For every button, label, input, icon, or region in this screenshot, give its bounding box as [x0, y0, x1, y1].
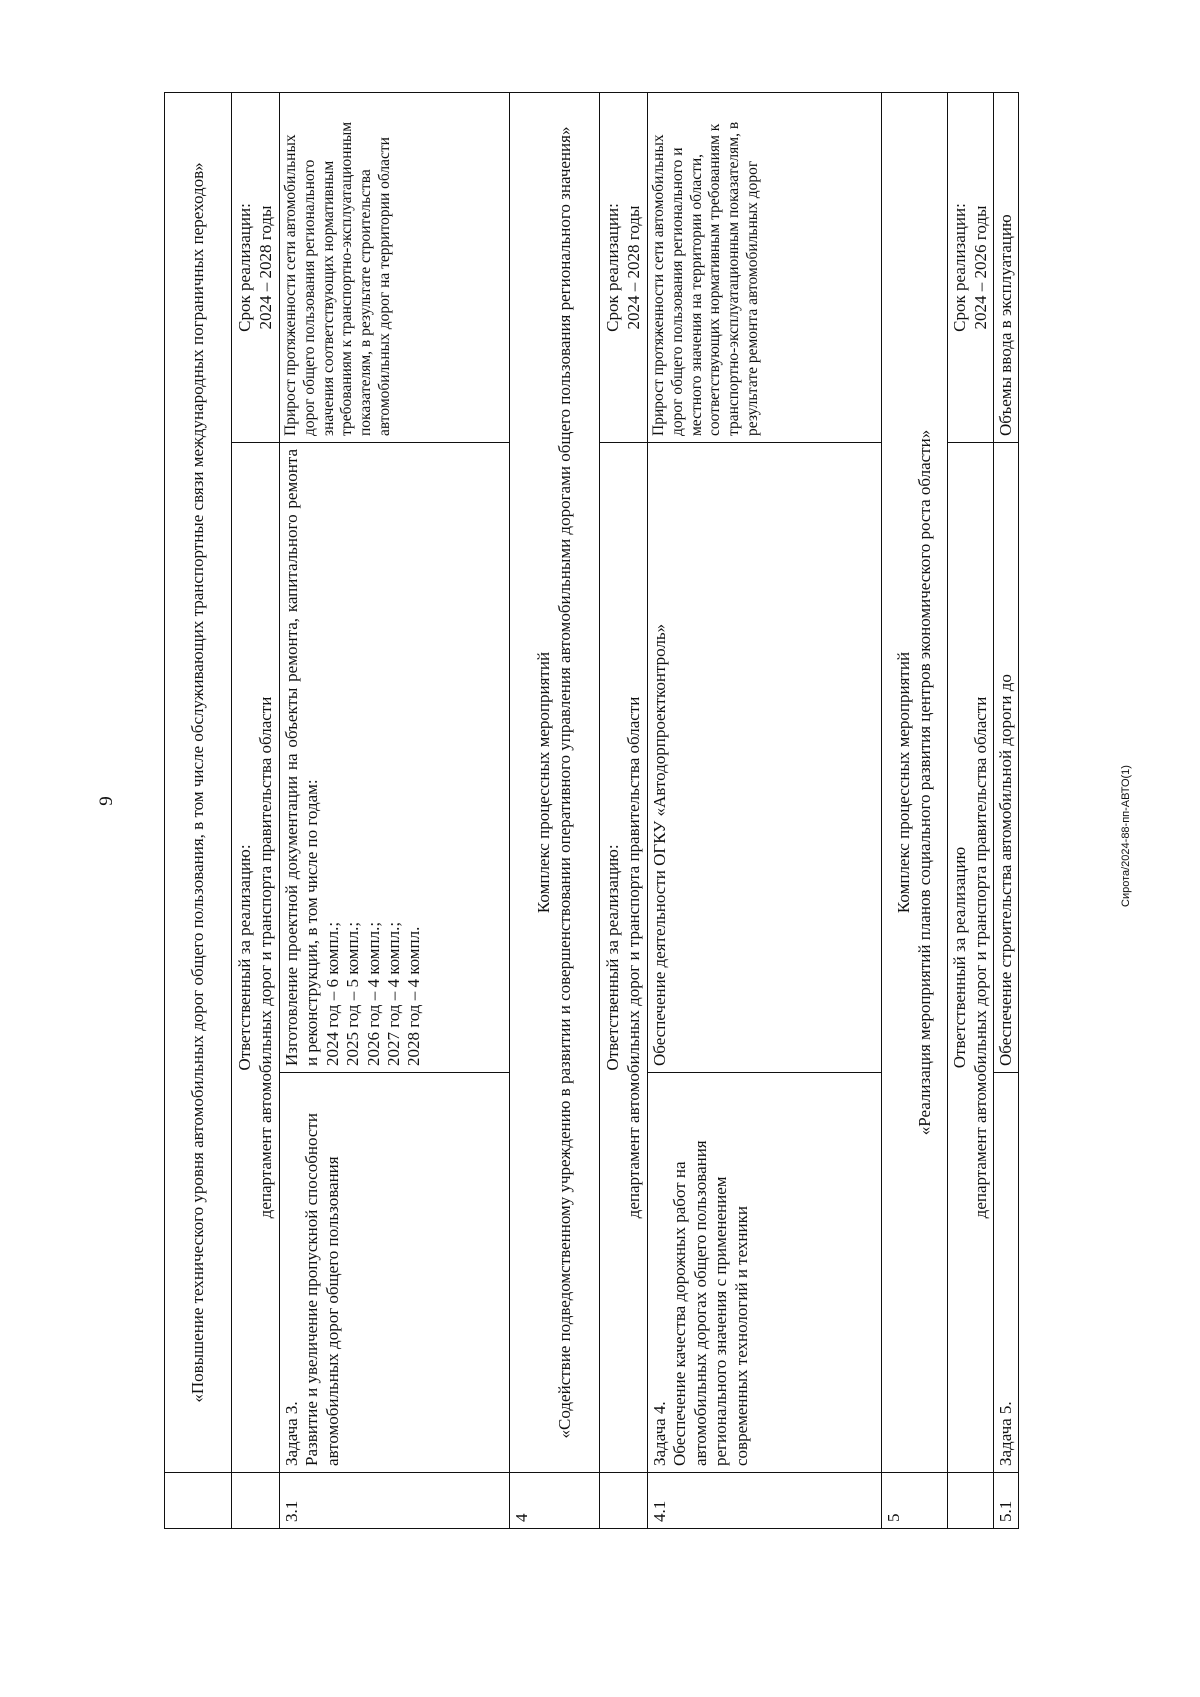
section-4-meta-row — [600, 93, 648, 1529]
task-4-1-name: Задача 4. Обеспечение качества дорожных работ на автомобильных дорогах общего пользования регионального значения с применением современных технологий и техники — [648, 1073, 882, 1473]
task-3-1-description: Изготовление проектной документации на объекты ремонта, капитального ремонта и реконструкции, в том числе по годам: 2024 год – 6 компл.; 2025 год – 5 компл.; 2026 год – 4 компл.; 2027 год – 4 компл.; 2028 год – 4 компл. — [280, 443, 510, 1073]
section-5-term: Срок реализации: 2024 – 2026 годы — [948, 93, 994, 443]
section-3-title: «Повышение технического уровня автомобильных дорог общего пользования, в том числе обслуживающих транспортные связи международных пограничных переходов» — [165, 93, 232, 1473]
section-3-meta-number-cell — [232, 1473, 280, 1529]
section-4-number: 4 — [510, 1473, 600, 1529]
task-4-1-row — [648, 93, 882, 1529]
task-3-1-name: Задача 3. Развитие и увеличение пропускной способности автомобильных дорог общего пользования — [280, 1073, 510, 1473]
section-3-number-cell — [165, 1473, 232, 1529]
task-3-1-result: Прирост протяженности сети автомобильных дорог общего пользования регионального значения соответствующих нормативным требованиям к транспортно-эксплуатационным показателям, в результате строительства автомобильных дорог на территории области — [280, 93, 510, 443]
task-5-1-name: Задача 5. — [994, 1073, 1019, 1473]
measures-table — [164, 93, 1017, 1529]
section-5-meta-row — [948, 93, 994, 1529]
task-4-1-number: 4.1 — [648, 1473, 882, 1529]
section-5-title-row — [882, 93, 948, 1529]
section-5-number: 5 — [882, 1473, 948, 1529]
task-3-1-row — [280, 93, 510, 1529]
section-3-term: Срок реализации: 2024 – 2028 годы — [232, 93, 280, 443]
section-5-title: Комплекс процессных мероприятий «Реализация мероприятий планов социального развития центров экономического роста области» — [882, 93, 948, 1473]
section-5-meta-number-cell — [948, 1473, 994, 1529]
section-3-responsible: Ответственный за реализацию: департамент автомобильных дорог и транспорта правительства области — [232, 443, 280, 1473]
task-5-1-number: 5.1 — [994, 1473, 1019, 1529]
section-4-title: Комплекс процессных мероприятий «Содействие подведомственному учреждению в развитии и совершенствовании оперативного управления автомобильными дорогами общего пользования регионального значения» — [510, 93, 600, 1473]
task-3-1-number: 3.1 — [280, 1473, 510, 1529]
section-3-title-row — [165, 93, 232, 1529]
task-4-1-description: Обеспечение деятельности ОГКУ «Автодорпроектконтроль» — [648, 443, 882, 1073]
document-code: Сирота/2024-88-пп-АВТО(1) — [1120, 765, 1132, 907]
section-4-meta-number-cell — [600, 1473, 648, 1529]
section-4-title-row — [510, 93, 600, 1529]
page-number: 9 — [96, 796, 117, 806]
section-4-term: Срок реализации: 2024 – 2028 годы — [600, 93, 648, 443]
task-5-1-result: Объемы ввода в эксплуатацию — [994, 93, 1019, 443]
section-4-responsible: Ответственный за реализацию: департамент автомобильных дорог и транспорта правительства области — [600, 443, 648, 1473]
section-3-meta-row — [232, 93, 280, 1529]
task-4-1-result: Прирост протяженности сети автомобильных дорог общего пользования регионального и местного значения на территории области, соответствующих нормативным требованиям к транспортно-эксплуатационным показателям, в результате ремонта автомобильных дорог — [648, 93, 882, 443]
section-5-responsible: Ответственный за реализацию департамент автомобильных дорог и транспорта правительства области — [948, 443, 994, 1473]
task-5-1-description: Обеспечение строительства автомобильной дороги до — [994, 443, 1019, 1073]
task-5-1-row — [994, 93, 1019, 1529]
